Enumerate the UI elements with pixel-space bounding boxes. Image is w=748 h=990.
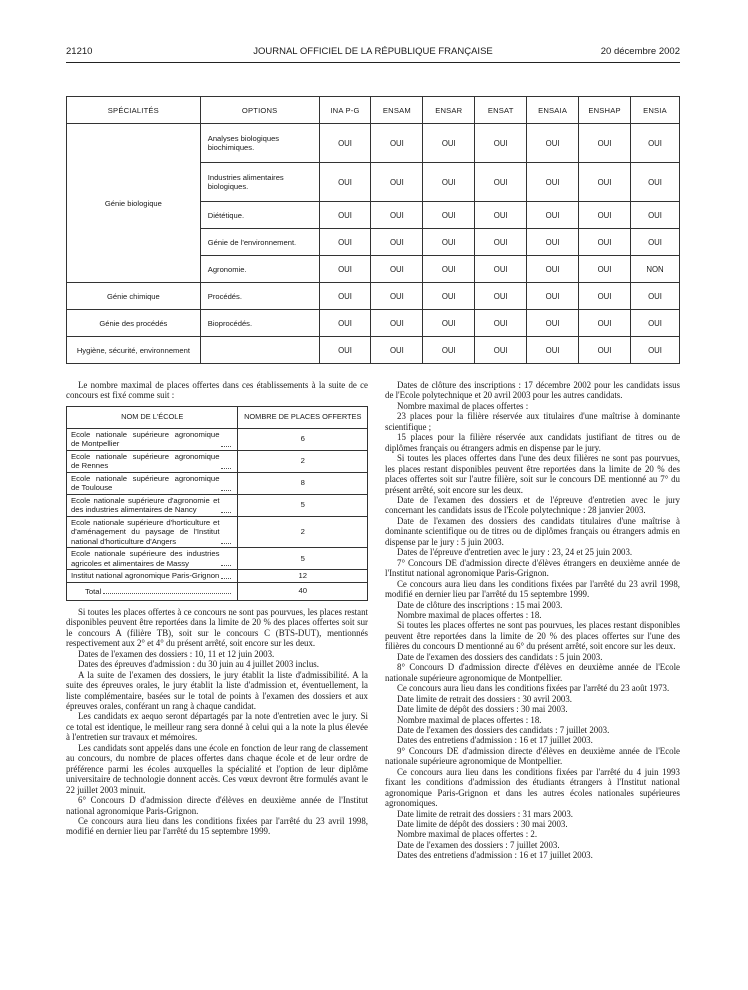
- body-paragraph: Nombre maximal de places offertes : 18.: [397, 714, 542, 725]
- value-cell: OUI: [371, 202, 423, 229]
- ecole-row: [67, 450, 368, 472]
- value-cell: OUI: [475, 256, 527, 283]
- body-paragraph: Ce concours aura lieu dans les conditions fixées par l'arrêté du 4 juin 1993 fixant les conditions d'admission des étudiants étrangers à l'Institut national agronomique Paris-Grignon et dans les autres écoles nationales supérieures agronomiques.: [385, 766, 680, 809]
- dot-leader: [221, 543, 231, 544]
- value-cell: OUI: [319, 202, 371, 229]
- header-rule: [66, 62, 680, 63]
- total-label: Total: [85, 586, 102, 596]
- body-paragraph: Date de l'examen des dossiers : 7 juillet 2003.: [397, 839, 560, 850]
- value-cell: OUI: [423, 163, 475, 202]
- body-paragraph: Date limite de retrait des dossiers : 30 avril 2003.: [397, 693, 572, 704]
- journal-title: JOURNAL OFFICIEL DE LA RÉPUBLIQUE FRANÇAISE: [253, 46, 493, 57]
- ecole-places: 5: [238, 548, 368, 570]
- body-paragraph: Si toutes les places offertes dans l'une des deux filières ne sont pas pourvues, les places restant disponibles peuvent être reportées dans la limite de 20 % des places offertes soit sur l'autre filière, soit sur le concours DE mentionné au 7° du présent arrêté, soit encore sur les deux.: [385, 453, 680, 495]
- body-paragraph: 6° Concours D d'admission directe d'élèves en deuxième année de l'Institut national agronomique Paris-Grignon.: [66, 795, 368, 816]
- value-cell: OUI: [319, 310, 371, 337]
- value-cell: OUI: [371, 163, 423, 202]
- body-paragraph: 8° Concours D d'admission directe d'élèves en deuxième année de l'Ecole nationale supérieure agronomique de Montpellier.: [385, 662, 680, 683]
- option-cell: Industries alimentaires biologiques.: [200, 163, 319, 202]
- value-cell: OUI: [579, 283, 631, 310]
- value-cell: OUI: [319, 229, 371, 256]
- value-cell: OUI: [527, 337, 579, 364]
- ecole-row: [67, 472, 368, 494]
- table-row: [67, 310, 680, 337]
- body-paragraph: Ce concours aura lieu dans les conditions fixées par l'arrêté du 23 août 1973.: [397, 683, 670, 694]
- value-cell: OUI: [579, 124, 631, 163]
- value-cell: OUI: [371, 310, 423, 337]
- value-cell: OUI: [475, 283, 527, 310]
- value-cell: OUI: [579, 337, 631, 364]
- value-cell: OUI: [475, 229, 527, 256]
- body-paragraph: Date de l'examen des dossiers et de l'épreuve d'entretien avec le jury concernant les candidats issus de l'Ecole polytechnique : 28 janvier 2003.: [385, 494, 680, 516]
- ecole-name: Ecole nationale supérieure des industries agricoles et alimentaires de Massy: [71, 549, 220, 568]
- value-cell: OUI: [631, 163, 680, 202]
- ecole-row: [67, 548, 368, 570]
- body-paragraph: Nombre maximal de places offertes :: [397, 400, 529, 411]
- dot-leader: [221, 578, 231, 579]
- value-cell: OUI: [579, 202, 631, 229]
- option-cell: Génie de l'environnement.: [200, 229, 319, 256]
- ecole-places: 8: [238, 472, 368, 494]
- ecoles-header-name: NOM DE L'ÉCOLE: [67, 406, 238, 428]
- dot-leader: [221, 490, 231, 491]
- specialite-cell: Génie chimique: [67, 283, 201, 310]
- total-label-cell: [67, 582, 238, 600]
- value-cell: OUI: [527, 310, 579, 337]
- option-cell: Agronomie.: [200, 256, 319, 283]
- value-cell: OUI: [371, 124, 423, 163]
- body-paragraph: Date limite de dépôt des dossiers : 30 mai 2003.: [397, 704, 568, 715]
- body-paragraph: Dates des entretiens d'admission : 16 et 17 juillet 2003.: [397, 735, 593, 746]
- body-paragraph: Date de l'examen des dossiers des candidats : 7 juillet 2003.: [397, 724, 610, 735]
- ecole-entry: [71, 571, 233, 581]
- ecole-name-cell: [67, 450, 238, 472]
- value-cell: OUI: [423, 229, 475, 256]
- body-paragraph: Date de l'examen des dossiers des candidats titulaires d'une maîtrise à dominante scientifique ou de titres ou de diplômes français ou étrangers admis en dispense par le jury : 5 juin 2003.: [385, 515, 680, 547]
- option-cell: Analyses biologiques biochimiques.: [200, 124, 319, 163]
- value-cell: OUI: [527, 163, 579, 202]
- value-cell: OUI: [423, 337, 475, 364]
- value-cell: OUI: [371, 256, 423, 283]
- table-row: [67, 337, 680, 364]
- value-cell: OUI: [319, 124, 371, 163]
- value-cell: OUI: [475, 202, 527, 229]
- ecole-row: [67, 494, 368, 516]
- body-paragraph: Date de l'examen des dossiers des candidats : 5 juin 2003.: [397, 651, 603, 662]
- dot-leader: [103, 593, 231, 594]
- body-paragraph: 9° Concours DE d'admission directe d'élèves en deuxième année de l'Ecole nationale supérieure agronomique de Montpellier.: [385, 745, 680, 767]
- value-cell: OUI: [631, 229, 680, 256]
- value-cell: OUI: [319, 283, 371, 310]
- table-header-cell: ENSAIA: [527, 97, 579, 124]
- value-cell: OUI: [475, 124, 527, 163]
- value-cell: OUI: [319, 163, 371, 202]
- ecole-name: Ecole nationale supérieure agronomique de Toulouse: [71, 473, 220, 493]
- body-paragraph: Les candidats ex aequo seront départagés par la note d'entretien avec le jury. Si ce total est identique, le meilleur rang sera donné à celui qui a la note la plus élevée à l'entretien sur travaux et mémoires.: [66, 711, 368, 743]
- ecole-name: Institut national agronomique Paris-Grignon: [71, 571, 220, 581]
- total-value: 40: [238, 582, 368, 600]
- ecole-entry: [71, 518, 233, 547]
- value-cell: OUI: [579, 256, 631, 283]
- value-cell: OUI: [475, 163, 527, 202]
- value-cell: OUI: [371, 337, 423, 364]
- value-cell: OUI: [319, 337, 371, 364]
- value-cell: OUI: [527, 283, 579, 310]
- value-cell: OUI: [423, 256, 475, 283]
- value-cell: OUI: [319, 256, 371, 283]
- value-cell: OUI: [631, 310, 680, 337]
- ecole-places: 2: [238, 516, 368, 548]
- body-paragraph: A la suite de l'examen des dossiers, le jury établit la liste d'admissibilité. A la suite des épreuves orales, le jury établit la liste d'admission et, éventuellement, la liste complémentaire, basées sur le total de points à l'examen des dossiers et aux épreuves orales, conférant un rang à chaque candidat.: [66, 669, 368, 711]
- option-cell: Bioprocédés.: [200, 310, 319, 337]
- value-cell: OUI: [579, 163, 631, 202]
- table-header-cell: SPÉCIALITÉS: [67, 97, 201, 124]
- table-header-cell: INA P-G: [319, 97, 371, 124]
- ecole-name-cell: [67, 494, 238, 516]
- value-cell: OUI: [527, 202, 579, 229]
- ecole-name: Ecole nationale supérieure d'agronomie et des industries alimentaires de Nancy: [71, 495, 220, 515]
- body-paragraph: Date limite de dépôt des dossiers : 30 mai 2003.: [397, 819, 568, 830]
- body-paragraph: Si toutes les places offertes ne sont pas pourvues, les places restant disponibles peuvent être reportées dans la limite de 20 % des places offertes sur l'une des filières du concours D mentionné au 6° du présent arrêté, soit encore sur les deux.: [385, 620, 680, 652]
- ecoles-table: [66, 406, 368, 601]
- ecole-places: 5: [238, 494, 368, 516]
- value-cell: OUI: [371, 229, 423, 256]
- ecole-row: [67, 570, 368, 583]
- dot-leader: [221, 565, 231, 566]
- ecole-places: 2: [238, 450, 368, 472]
- value-cell: OUI: [371, 283, 423, 310]
- value-cell: OUI: [423, 202, 475, 229]
- ecole-places: 12: [238, 570, 368, 583]
- ecole-entry: [71, 496, 233, 515]
- body-paragraph: Date de clôture des inscriptions : 15 mai 2003.: [397, 599, 563, 610]
- body-paragraph: Nombre maximal de places offertes : 2.: [397, 829, 538, 840]
- ecole-places: 6: [238, 428, 368, 450]
- ecole-entry: [71, 474, 233, 493]
- left-column: [66, 380, 368, 837]
- specialites-table: [66, 96, 680, 364]
- ecole-entry: [71, 430, 233, 449]
- body-paragraph: Date limite de retrait des dossiers : 31 mars 2003.: [397, 808, 573, 819]
- option-cell: [200, 337, 319, 364]
- body-paragraph: 7° Concours DE d'admission directe d'élèves étrangers en deuxième année de l'Institut national agronomique Paris-Grignon.: [385, 557, 680, 579]
- ecole-name: Ecole nationale supérieure agronomique de Montpellier: [71, 429, 220, 449]
- value-cell: OUI: [423, 283, 475, 310]
- body-paragraph: Dates de l'examen des dossiers : 10, 11 et 12 juin 2003.: [78, 648, 275, 659]
- specialite-cell: Génie des procédés: [67, 310, 201, 337]
- body-paragraph: Dates des entretiens d'admission : 16 et 17 juillet 2003.: [397, 850, 593, 861]
- intro-paragraph: Le nombre maximal de places offertes dans ces établissements à la suite de ce concours est fixé comme suit :: [66, 380, 368, 401]
- value-cell: OUI: [631, 283, 680, 310]
- dot-leader: [221, 468, 231, 469]
- body-paragraph: Si toutes les places offertes à ce concours ne sont pas pourvues, les places restant disponibles peuvent être reportées dans la limite de 20 % des places offertes soit sur le concours A (filière TB), soit sur le concours C (BTS-DUT), mentionnés respectivement aux 2° et 4° du présent arrêté, soit encore sur les deux.: [66, 606, 368, 649]
- value-cell: OUI: [527, 256, 579, 283]
- body-paragraph: 15 places pour la filière réservée aux candidats justifiant de titres ou de diplômes français ou étrangers admis en dispense par le jury.: [385, 432, 680, 453]
- table-row: [67, 283, 680, 310]
- ecole-entry: [71, 452, 233, 471]
- body-paragraph: Nombre maximal de places offertes : 18.: [397, 609, 542, 620]
- option-cell: Procédés.: [200, 283, 319, 310]
- body-paragraph: Les candidats sont appelés dans une école en fonction de leur rang de classement au concours, du nombre de places offertes dans chaque école et de leur ordre de préférence parmi les écoles auxquelles la spécialité et l'option de leur diplôme universitaire de technologie donnent accès. Ces vœux devront être formulés avant le 22 juillet 2003 minuit.: [66, 742, 368, 795]
- body-paragraph: Dates de l'épreuve d'entretien avec le jury : 23, 24 et 25 juin 2003.: [397, 547, 633, 558]
- ecole-name-cell: [67, 570, 238, 583]
- issue-date: 20 décembre 2002: [600, 46, 680, 57]
- table-header-cell: ENSAR: [423, 97, 475, 124]
- ecole-name-cell: [67, 472, 238, 494]
- value-cell: OUI: [527, 124, 579, 163]
- dot-leader: [221, 446, 231, 447]
- table-header-row: [67, 97, 680, 124]
- value-cell: OUI: [631, 202, 680, 229]
- table-header-cell: ENSAT: [475, 97, 527, 124]
- value-cell: OUI: [579, 229, 631, 256]
- value-cell: OUI: [527, 229, 579, 256]
- body-paragraph: Ce concours aura lieu dans les conditions fixées par l'arrêté du 23 avril 1998, modifié en dernier lieu par l'arrêté du 15 septembre 1999.: [66, 815, 368, 837]
- specialite-cell: Génie biologique: [67, 124, 201, 283]
- value-cell: OUI: [423, 310, 475, 337]
- value-cell: OUI: [631, 337, 680, 364]
- ecole-name: Ecole nationale supérieure agronomique de Rennes: [71, 451, 220, 471]
- table-header-cell: ENSIA: [631, 97, 680, 124]
- table-header-cell: OPTIONS: [200, 97, 319, 124]
- ecoles-header-places: NOMBRE DE PLACES OFFERTES: [238, 406, 368, 428]
- body-paragraph: Dates de clôture des inscriptions : 17 décembre 2002 pour les candidats issus de l'Ecole polytechnique et 20 avril 2003 pour les autres candidats.: [385, 380, 680, 401]
- page-header: [66, 46, 680, 60]
- body-paragraph: Dates des épreuves d'admission : du 30 juin au 4 juillet 2003 inclus.: [78, 659, 319, 670]
- value-cell: OUI: [475, 310, 527, 337]
- value-cell: OUI: [423, 124, 475, 163]
- ecole-name-cell: [67, 428, 238, 450]
- value-cell: OUI: [475, 337, 527, 364]
- ecole-row: [67, 516, 368, 548]
- total-row: [67, 582, 368, 600]
- table-header-cell: ENSAM: [371, 97, 423, 124]
- ecole-name-cell: [67, 516, 238, 548]
- body-paragraph: Ce concours aura lieu dans les conditions fixées par l'arrêté du 23 avril 1998, modifié en dernier lieu par l'arrêté du 15 septembre 1999.: [385, 578, 680, 600]
- dot-leader: [221, 512, 231, 513]
- table-row: [67, 124, 680, 163]
- body-paragraph: 23 places pour la filière réservée aux titulaires d'une maîtrise à dominante scientifique ;: [385, 411, 680, 432]
- value-cell: NON: [631, 256, 680, 283]
- value-cell: OUI: [579, 310, 631, 337]
- page-number: 21210: [66, 46, 93, 57]
- ecole-name: Ecole nationale supérieure d'horticulture et d'aménagement du paysage de l'Institut national d'horticulture d'Angers: [71, 517, 220, 546]
- table-header-cell: ENSHAP: [579, 97, 631, 124]
- ecole-entry: [71, 549, 233, 568]
- right-column: [385, 380, 680, 861]
- ecole-name-cell: [67, 548, 238, 570]
- option-cell: Diététique.: [200, 202, 319, 229]
- ecole-row: [67, 428, 368, 450]
- total-entry: [85, 587, 233, 597]
- value-cell: OUI: [631, 124, 680, 163]
- specialite-cell: Hygiène, sécurité, environnement: [67, 337, 201, 364]
